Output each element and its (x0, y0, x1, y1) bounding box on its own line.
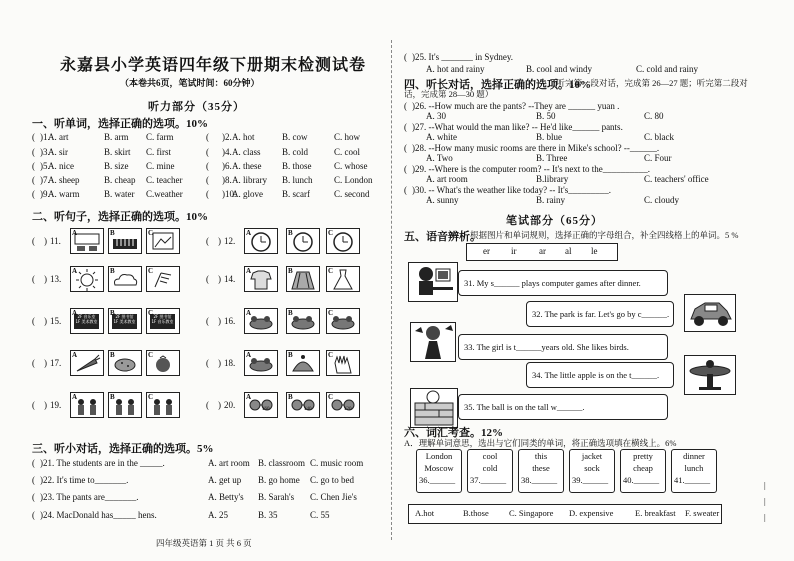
answer-bracket-close: ) (218, 316, 221, 326)
option-letter: B (288, 351, 293, 359)
q3-option-a: A. 25 (208, 510, 228, 520)
word-group-box (620, 449, 666, 493)
option-letter: C (328, 351, 334, 359)
q4-option-b: B. Three (536, 153, 568, 163)
page-footer: 四年级英语第 1 页 共 6 页 (156, 538, 252, 548)
q4-option-b: B. 50 (536, 111, 556, 121)
q3-option-a: A. art room (208, 458, 250, 468)
word-group-word-1: dinner (683, 451, 705, 461)
option-letter: B (110, 393, 115, 401)
option-letter: B (288, 393, 293, 401)
answer-blank[interactable]: 38.______ (521, 475, 558, 485)
choices-box (408, 504, 722, 524)
sentence-33-box (458, 334, 668, 360)
answer-bracket[interactable]: ( (206, 147, 209, 157)
option-letter: C (328, 309, 334, 317)
picture-option-a[interactable] (244, 350, 278, 376)
q1-c2: C. cool (334, 147, 360, 157)
q25-option-a: A. hot and rainy (426, 64, 485, 74)
picture-option-a[interactable] (70, 392, 104, 418)
q1-c2: C. second (334, 189, 370, 199)
word-group-word-2: these (532, 463, 550, 473)
q4-option-b: B.library (536, 174, 569, 184)
q1-n1: )3. (40, 147, 50, 157)
option-letter: A (246, 309, 252, 317)
letter-option: ar (539, 246, 546, 256)
ball-wall-picture (410, 388, 458, 428)
option-letter: B (110, 267, 115, 275)
answer-bracket-close: ) (218, 400, 221, 410)
picture-option-c[interactable] (146, 308, 180, 334)
q3-option-c: C. 55 (310, 510, 330, 520)
choice-option: B.those (463, 508, 489, 518)
girl-bird-picture (410, 322, 456, 362)
picture-option-c[interactable] (146, 350, 180, 376)
answer-bracket[interactable]: ( (404, 122, 407, 132)
q1-c1: C. first (146, 147, 172, 157)
section-3-title: 三、听小对话，选择正确的选项。5% (32, 443, 214, 455)
picture-question-number: 15. (50, 316, 62, 326)
answer-blank[interactable]: 37.______ (470, 475, 507, 485)
q1-a2: A. these (232, 161, 262, 171)
answer-bracket[interactable]: ( (32, 274, 35, 284)
answer-bracket-close: ) (218, 274, 221, 284)
q1-c1: C.weather (146, 189, 183, 199)
q1-b2: B. lunch (282, 175, 313, 185)
option-letter: A (72, 351, 78, 359)
picture-option-c[interactable] (146, 228, 180, 254)
answer-bracket[interactable]: ( (404, 143, 407, 153)
q4-question: )30. -- What's the weather like today? -- It's_________. (412, 185, 612, 195)
word-group-word-1: pretty (633, 451, 653, 461)
q1-b2: B. cow (282, 132, 308, 142)
option-letter: C (148, 351, 154, 359)
picture-option-b[interactable] (286, 308, 320, 334)
picture-option-a[interactable] (244, 308, 278, 334)
letter-options-box (466, 243, 618, 261)
q1-b1: B. size (104, 161, 129, 171)
choice-option: A.hot (415, 508, 435, 518)
picture-option-a[interactable] (70, 350, 104, 376)
picture-option-b[interactable] (286, 228, 320, 254)
option-letter: A (72, 393, 78, 401)
option-letter: A (246, 393, 252, 401)
price-tag: ¥60 (262, 407, 270, 412)
answer-bracket[interactable]: ( (32, 161, 35, 171)
picture-option-b[interactable] (108, 228, 142, 254)
answer-bracket-close: ) (218, 358, 221, 368)
floor-sign-line: 1F 美术教室 (113, 319, 136, 324)
q4-option-a: A. sunny (426, 195, 459, 205)
picture-option-b[interactable] (108, 350, 142, 376)
option-letter: B (288, 309, 293, 317)
choice-option: C. Singapore (509, 508, 554, 518)
q4-option-b: B. rainy (536, 195, 565, 205)
option-letter: B (288, 229, 293, 237)
exam-sheet: 永嘉县小学英语四年级下册期末检测试卷 （本卷共6页，笔试时间：60分钟） 听力部分（35分） 一、听单词，选择正确的选项。10% ( )1. A. art B. arm C. farm )2. A. hot B. cow C. how ( ( )3. A. sir B. skirt C. first )4. A. class B. cold C. cool ( ( )5. A. nice B. size C. mine )6. A. these B. those C. whose ( ( )7. A. sheep B. cheap C. teacher )8. A. library B. lunch C. London ( ( )9. A. warm B. water C.weather )10. A. glove B. scarf C. second ( 二、听句子，选择正确的选项。10% ( ) 11. A B C ( ) 12. A B C ( ) 13. A B C ( ) 14. A B C ( ) 15. 2F 音乐室 1F 美术教室 A 2F 图书馆 1F 美术教室 B 2F 图书馆 1F 音乐教室 C ( ) 16. A B C ( ) 17. A B C ( ) 18. A B C ( ) 19. A B C ( ) 20. ¥60 A ¥40 B ¥20 C 三、听小对话，选择正确的选项。5% ( )21. The students are in the _____. A. art room B. classroom C. music room ( )22. It's time to_______. A. get up B. go home C. go to bed ( )23. The pants are_______. A. Betty's B. Sarah's C. Chen Jie's ( )24. MacDonald has_____ hens. A. 25 B. 35 C. 55 四年级英语第 1 页 共 6 页 ( )25. It's _______ in Sydney. A. hot and rainy B. cool and windy C. cold and rainy 四、听长对话，选择正确的选项。10% （听完第一段对话，完成第 26—27 题；听完第二段对 话，完成第 28—30 题） ( )26. --How much are the pants? --They are ______ yuan . A. 30 B. 50 C. 80 ( )27. --What would the man like? -- He'd like______ pants. A. white B. blue C. black ( )28. --How many music rooms are there in Mike's school? --______. A. Two B. Three C. Four ( )29. --Where is the computer room? -- It's next to the__________. A. art room B.library C. teachers' office ( )30. -- What's the weather like today? -- It's_________. A. sunny B. rainy C. cloudy 笔试部分（65分） 五、语音辨析。 根据图片和单词规则，选择正确的字母组合，补全四线格上的单词。5 % er ir ar al le 31. My s______ plays computer games after dinner. 32. The park is far. Let's go by c______. 33. The girl is t______years old. She likes birds. 34. The little apple is on the t______. 35. The ball is on the tall w______. 六、词汇考查。12% A．理解单词意思，选出与它们同类的单词，将正确选项填在横线上。6% London Moscow 36.______ cool cold 37.______ this these 38.______ jacket sock 39.______ pretty cheap 40.______ dinner lunch 41.______ A.hot B.those C. Singapore D. expensive E. breakfast F. sweater | | | (0, 0, 794, 561)
picture-option-a[interactable] (70, 228, 104, 254)
q4-option-c: C. Four (644, 153, 672, 163)
sentence-32: 32. The park is far. Let's go by c______. (532, 309, 670, 319)
q3-option-c: C. Chen Jie's (310, 492, 357, 502)
answer-bracket[interactable]: ( (404, 164, 407, 174)
q1-n2: )2. (222, 132, 232, 142)
option-letter: A (72, 229, 78, 237)
q1-n1: )7. (40, 175, 50, 185)
word-group-box (671, 449, 717, 493)
answer-bracket[interactable]: ( (404, 101, 407, 111)
answer-bracket[interactable]: ( (32, 510, 35, 520)
floor-sign-line: 1F 美术教室 (75, 319, 98, 324)
answer-bracket[interactable]: ( (32, 358, 35, 368)
option-letter: A (72, 267, 78, 275)
sentence-34: 34. The little apple is on the t______. (532, 370, 660, 380)
answer-blank[interactable]: 36.______ (419, 475, 456, 485)
q25-question: )25. It's _______ in Sydney. (412, 52, 514, 62)
q3-option-c: C. go to bed (310, 475, 354, 485)
boy-computer-picture (408, 262, 458, 302)
q1-a1: A. sir (48, 147, 68, 157)
picture-option-b[interactable] (286, 266, 320, 292)
option-letter: B (110, 309, 115, 317)
q1-a2: A. glove (232, 189, 263, 199)
answer-bracket[interactable]: ( (32, 189, 35, 199)
picture-option-c[interactable] (326, 350, 360, 376)
option-letter: A (246, 267, 252, 275)
q1-b2: B. cold (282, 147, 308, 157)
q1-b1: B. water (104, 189, 135, 199)
q4-option-a: A. Two (426, 153, 453, 163)
word-group-word-1: London (425, 451, 453, 461)
picture-option-a[interactable] (244, 228, 278, 254)
q4-option-a: A. art room (426, 174, 468, 184)
q4-question: )29. --Where is the computer room? -- It's next to the__________. (412, 164, 651, 174)
answer-bracket[interactable]: ( (32, 147, 35, 157)
word-group-word-2: cold (482, 463, 498, 473)
q1-b1: B. cheap (104, 175, 136, 185)
picture-question-number: 17. (50, 358, 62, 368)
sentence-31: 31. My s______ plays computer games after dinner. (464, 278, 641, 288)
answer-bracket[interactable]: ( (206, 400, 209, 410)
section-4-title: 四、听长对话，选择正确的选项。10% (404, 79, 591, 91)
floor-sign-line: 2F 音乐室 (77, 314, 96, 319)
answer-blank[interactable]: 39.______ (572, 475, 609, 485)
option-letter: A (246, 351, 252, 359)
picture-option-b[interactable] (108, 308, 142, 334)
q1-n2: )6. (222, 161, 232, 171)
q1-c2: C. London (334, 175, 373, 185)
option-letter: B (110, 229, 115, 237)
q1-a1: A. sheep (48, 175, 80, 185)
answer-blank[interactable]: 40.______ (623, 475, 660, 485)
q4-option-c: C. cloudy (644, 195, 679, 205)
answer-bracket[interactable]: ( (32, 458, 35, 468)
answer-bracket[interactable]: ( (32, 175, 35, 185)
choice-option: F. sweater (685, 508, 720, 518)
option-letter: C (148, 229, 154, 237)
q4-question: )27. --What would the man like? -- He'd like______ pants. (412, 122, 623, 132)
answer-bracket[interactable]: ( (32, 492, 35, 502)
option-letter: C (148, 309, 154, 317)
answer-bracket[interactable]: ( (32, 236, 35, 246)
q1-b1: B. arm (104, 132, 129, 142)
section-4-note-2: 话，完成第 28—30 题） (404, 89, 494, 99)
word-group-box (518, 449, 564, 493)
option-letter: C (328, 393, 334, 401)
answer-bracket-close: ) (44, 316, 47, 326)
q3-option-b: B. 35 (258, 510, 278, 520)
picture-option-a[interactable] (244, 266, 278, 292)
answer-bracket[interactable]: ( (206, 316, 209, 326)
picture-option-b[interactable] (108, 266, 142, 292)
price-tag: ¥40 (304, 407, 312, 412)
section-4-note-1: （听完第一段对话，完成第 26—27 题；听完第二段对 (548, 78, 748, 88)
q4-option-a: A. 30 (426, 111, 446, 121)
picture-question-number: 20. (224, 400, 236, 410)
page-divider (391, 40, 393, 540)
answer-bracket[interactable]: ( (206, 175, 209, 185)
letter-option: ir (511, 246, 517, 256)
picture-option-c[interactable] (326, 392, 360, 418)
answer-bracket-close: ) (218, 236, 221, 246)
answer-blank[interactable]: 41.______ (674, 475, 711, 485)
q3-option-b: B. Sarah's (258, 492, 295, 502)
q4-option-a: A. white (426, 132, 457, 142)
picture-option-c[interactable] (326, 266, 360, 292)
option-letter: B (288, 267, 293, 275)
answer-bracket-close: ) (44, 236, 47, 246)
q3-option-b: B. go home (258, 475, 300, 485)
sentence-35: 35. The ball is on the tall w______. (464, 402, 585, 412)
picture-option-c[interactable] (326, 228, 360, 254)
word-group-word-2: lunch (684, 463, 704, 473)
q25-option-c: C. cold and rainy (636, 64, 698, 74)
word-group-word-1: this (534, 451, 548, 461)
q4-question: )28. --How many music rooms are there in Mike's school? --______. (412, 143, 660, 153)
q3-question: )21. The students are in the _____. (40, 458, 165, 468)
picture-option-b[interactable] (286, 350, 320, 376)
q1-a2: A. library (232, 175, 267, 185)
q1-a2: A. class (232, 147, 261, 157)
picture-question-number: 18. (224, 358, 236, 368)
answer-bracket[interactable]: ( (206, 189, 209, 199)
q4-option-b: B. blue (536, 132, 562, 142)
q1-c1: C. teacher (146, 175, 183, 185)
floor-sign (112, 314, 137, 329)
sentence-33: 33. The girl is t______years old. She likes birds. (464, 342, 629, 352)
answer-bracket[interactable]: ( (206, 132, 209, 142)
answer-bracket[interactable]: ( (32, 400, 35, 410)
picture-option-a[interactable] (70, 308, 104, 334)
picture-option-c[interactable] (146, 266, 180, 292)
letter-option: er (483, 246, 490, 256)
word-group-box (467, 449, 513, 493)
section-1-title: 一、听单词，选择正确的选项。10% (32, 118, 208, 130)
q3-question: )23. The pants are_______. (40, 492, 139, 502)
answer-bracket[interactable]: ( (404, 185, 407, 195)
q3-option-b: B. classroom (258, 458, 305, 468)
q1-b2: B. those (282, 161, 312, 171)
picture-question-number: 12. (224, 236, 236, 246)
picture-question-number: 11. (50, 236, 61, 246)
q1-n1: )5. (40, 161, 50, 171)
option-letter: A (246, 229, 252, 237)
q1-c2: C. how (334, 132, 361, 142)
floor-sign-line: 1F 音乐教室 (151, 319, 174, 324)
answer-bracket[interactable]: ( (206, 161, 209, 171)
q1-n2: )10. (222, 189, 237, 199)
word-group-word-2: sock (584, 463, 600, 473)
word-group-word-2: cheap (633, 463, 653, 473)
letter-option: al (565, 246, 572, 256)
option-letter: C (328, 229, 334, 237)
sentence-35-box (458, 394, 668, 420)
floor-sign (74, 314, 99, 329)
word-group-word-1: jacket (581, 451, 603, 461)
q3-option-c: C. music room (310, 458, 364, 468)
q4-option-c: C. 80 (644, 111, 664, 121)
q3-question: )24. MacDonald has_____ hens. (40, 510, 157, 520)
answer-bracket[interactable]: ( (404, 52, 407, 62)
word-group-word-1: cool (482, 451, 498, 461)
answer-bracket[interactable]: ( (32, 132, 35, 142)
picture-question-number: 13. (50, 274, 62, 284)
floor-sign (150, 314, 175, 329)
q1-c1: C. farm (146, 132, 174, 142)
q1-n2: )8. (222, 175, 232, 185)
q1-c1: C. mine (146, 161, 175, 171)
q3-option-a: A. get up (208, 475, 242, 485)
picture-option-b[interactable] (286, 392, 320, 418)
choice-option: D. expensive (569, 508, 614, 518)
q1-n1: )9. (40, 189, 50, 199)
picture-option-c[interactable] (146, 392, 180, 418)
option-letter: A (72, 309, 78, 317)
floor-sign-line: 2F 图书馆 (115, 314, 134, 319)
exam-note: （本卷共6页，笔试时间：60分钟） (120, 78, 260, 88)
word-group-box (416, 449, 462, 493)
section-5-instruction: 根据图片和单词规则，选择正确的字母组合，补全四线格上的单词。5 % (470, 230, 739, 240)
choice-option: E. breakfast (635, 508, 676, 518)
q1-c2: C. whose (334, 161, 368, 171)
answer-bracket-close: ) (44, 274, 47, 284)
letter-option: le (591, 246, 598, 256)
answer-bracket[interactable]: ( (206, 274, 209, 284)
section-5-title: 五、语音辨析。 (404, 231, 481, 243)
q3-option-a: A. Betty's (208, 492, 244, 502)
sentence-32-box (526, 301, 674, 327)
picture-question-number: 19. (50, 400, 62, 410)
section-6-title: 六、词汇考查。12% (404, 427, 503, 439)
answer-bracket[interactable]: ( (32, 316, 35, 326)
q1-a1: A. nice (48, 161, 74, 171)
picture-question-number: 16. (224, 316, 236, 326)
picture-option-a[interactable] (70, 266, 104, 292)
car-picture (684, 294, 736, 332)
q4-option-c: C. teachers' office (644, 174, 709, 184)
q1-a2: A. hot (232, 132, 255, 142)
answer-bracket[interactable]: ( (32, 475, 35, 485)
picture-option-b[interactable] (108, 392, 142, 418)
option-letter: C (328, 267, 334, 275)
section-6-sub: A．理解单词意思，选出与它们同类的单词，将正确选项填在横线上。6% (404, 438, 677, 448)
q3-question: )22. It's time to_______. (40, 475, 129, 485)
word-group-box (569, 449, 615, 493)
answer-bracket[interactable]: ( (206, 358, 209, 368)
picture-option-c[interactable] (326, 308, 360, 334)
sentence-31-box (458, 270, 668, 296)
option-letter: C (148, 393, 154, 401)
answer-bracket-close: ) (44, 358, 47, 368)
q1-b1: B. skirt (104, 147, 131, 157)
word-group-word-2: Moscow (424, 463, 454, 473)
picture-option-a[interactable] (244, 392, 278, 418)
answer-bracket[interactable]: ( (206, 236, 209, 246)
q1-b2: B. scarf (282, 189, 310, 199)
price-tag: ¥20 (344, 407, 352, 412)
q1-n2: )4. (222, 147, 232, 157)
exam-title: 永嘉县小学英语四年级下册期末检测试卷 (60, 57, 367, 74)
listening-title: 听力部分（35分） (148, 101, 245, 113)
answer-bracket-close: ) (44, 400, 47, 410)
q25-option-b: B. cool and windy (526, 64, 592, 74)
option-letter: B (110, 351, 115, 359)
q4-option-c: C. black (644, 132, 674, 142)
option-letter: C (148, 267, 154, 275)
q1-a1: A. art (48, 132, 69, 142)
sentence-34-box (526, 362, 674, 388)
picture-question-number: 14. (224, 274, 236, 284)
q1-n1: )1. (40, 132, 50, 142)
table-apple-picture (684, 355, 736, 395)
floor-sign-line: 2F 图书馆 (153, 314, 172, 319)
q4-question: )26. --How much are the pants? --They are ______ yuan . (412, 101, 620, 111)
q1-a1: A. warm (48, 189, 80, 199)
section-2-title: 二、听句子，选择正确的选项。10% (32, 211, 208, 223)
written-title: 笔试部分（65分） (506, 215, 603, 227)
